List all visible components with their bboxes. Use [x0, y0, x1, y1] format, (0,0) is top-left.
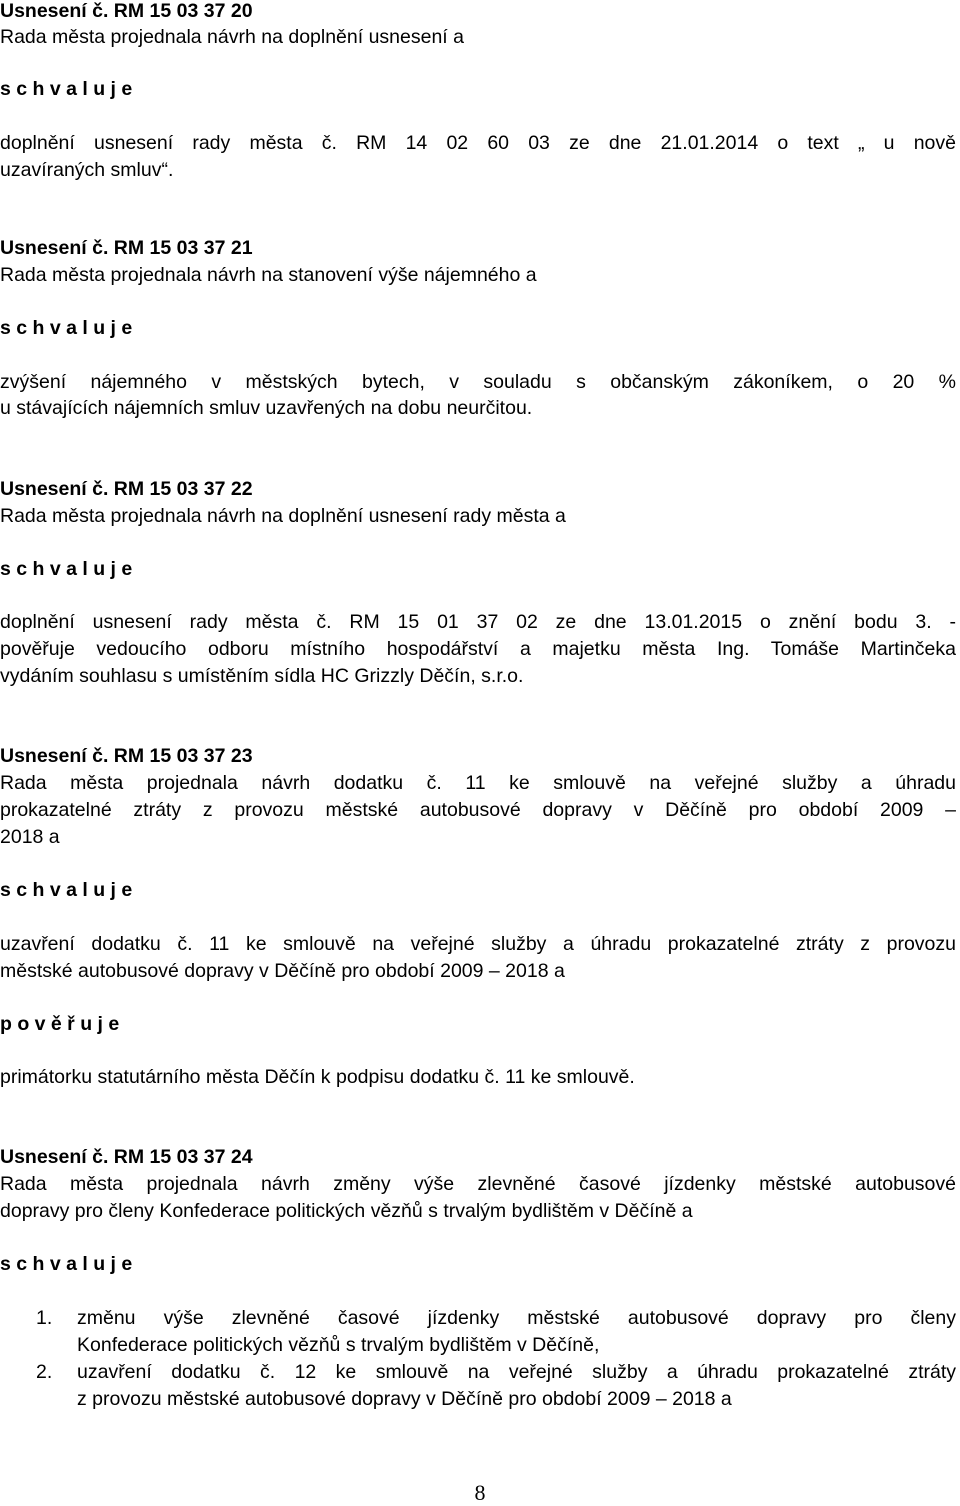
- resolution-verb: s c h v a l u j e: [0, 1253, 133, 1275]
- list-item-text: Konfederace politických vězňů s trvalým bydlištěm v Děčíně,: [77, 1334, 600, 1356]
- resolution-heading: Usnesení č. RM 15 03 37 23: [0, 745, 253, 767]
- resolution-intro: Rada města projednala návrh dodatku č. 11 ke smlouvě na veřejné služby a úhradu: [0, 772, 956, 794]
- list-item-number: 2.: [36, 1361, 53, 1383]
- resolution-verb-2: p o v ě ř u j e: [0, 1013, 120, 1035]
- resolution-intro: Rada města projednala návrh na stanovení výše nájemného a: [0, 264, 537, 286]
- resolution-intro: 2018 a: [0, 826, 60, 848]
- page-number: 8: [474, 1480, 486, 1505]
- resolution-intro: Rada města projednala návrh změny výše zlevněné časové jízdenky městské autobusové: [0, 1173, 956, 1195]
- resolution-verb: s c h v a l u j e: [0, 879, 133, 901]
- resolution-intro: prokazatelné ztráty z provozu městské autobusové dopravy v Děčíně pro období 2009 –: [0, 799, 956, 821]
- resolution-text: městské autobusové dopravy v Děčíně pro období 2009 – 2018 a: [0, 960, 565, 982]
- resolution-heading: Usnesení č. RM 15 03 37 20: [0, 0, 253, 22]
- list-item-number: 1.: [36, 1307, 53, 1329]
- resolution-verb: s c h v a l u j e: [0, 558, 133, 580]
- resolution-text: doplnění usnesení rady města č. RM 14 02 60 03 ze dne 21.01.2014 o text „ u nově: [0, 132, 956, 154]
- resolution-text: vydáním souhlasu s umístěním sídla HC Grizzly Děčín, s.r.o.: [0, 665, 524, 687]
- resolution-intro: Rada města projednala návrh na doplnění usnesení rady města a: [0, 505, 566, 527]
- resolution-intro: dopravy pro členy Konfederace politických vězňů s trvalým bydlištěm v Děčíně a: [0, 1200, 693, 1222]
- resolution-text: doplnění usnesení rady města č. RM 15 01 37 02 ze dne 13.01.2015 o znění bodu 3. -: [0, 611, 956, 633]
- resolution-text: zvýšení nájemného v městských bytech, v souladu s občanským zákoníkem, o 20 %: [0, 371, 956, 393]
- list-item-text: uzavření dodatku č. 12 ke smlouvě na veřejné služby a úhradu prokazatelné ztráty: [77, 1361, 956, 1383]
- resolution-text: uzavření dodatku č. 11 ke smlouvě na veřejné služby a úhradu prokazatelné ztráty z provozu: [0, 933, 956, 955]
- resolution-intro: Rada města projednala návrh na doplnění usnesení a: [0, 26, 464, 48]
- resolution-verb: s c h v a l u j e: [0, 78, 133, 100]
- resolution-text: pověřuje vedoucího odboru místního hospodářství a majetku města Ing. Tomáše Martinčeka: [0, 638, 956, 660]
- list-item-text: změnu výše zlevněné časové jízdenky městské autobusové dopravy pro členy: [77, 1307, 956, 1329]
- resolution-text: primátorku statutárního města Děčín k podpisu dodatku č. 11 ke smlouvě.: [0, 1066, 635, 1088]
- resolution-heading: Usnesení č. RM 15 03 37 21: [0, 237, 253, 259]
- resolution-text: u stávajících nájemních smluv uzavřených na dobu neurčitou.: [0, 397, 533, 419]
- resolution-text: uzavíraných smluv“.: [0, 159, 174, 181]
- resolution-verb: s c h v a l u j e: [0, 317, 133, 339]
- resolution-heading: Usnesení č. RM 15 03 37 22: [0, 478, 253, 500]
- resolution-heading: Usnesení č. RM 15 03 37 24: [0, 1146, 253, 1168]
- list-item-text: z provozu městské autobusové dopravy v Děčíně pro období 2009 – 2018 a: [77, 1388, 732, 1410]
